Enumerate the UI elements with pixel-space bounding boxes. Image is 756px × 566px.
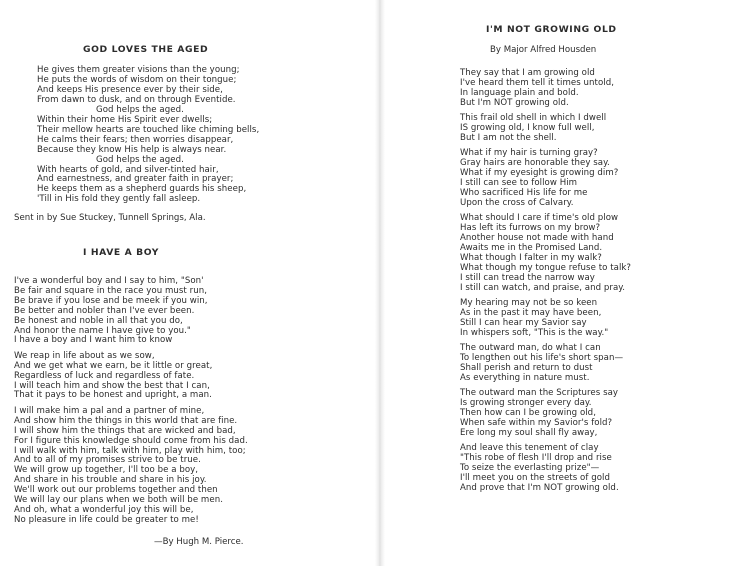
poem-line: That it pays to be honest and upright, a man.	[14, 390, 212, 401]
poem-line: I have a boy and I want him to know	[14, 335, 173, 346]
poem-line: And earnestness, and greater faith in prayer;	[37, 174, 234, 185]
poem-line: Gray hairs are honorable they say.	[460, 158, 610, 169]
poem-line: No pleasure in life could be greater to me!	[14, 514, 199, 525]
poem-line: I will teach him and show the best that I can,	[14, 380, 210, 391]
poem-line: We'll work out our problems together and then	[14, 485, 218, 496]
poem-line: And to all of my promises strive to be true.	[14, 455, 201, 466]
poem-line: Regardless of luck and regardless of fate.	[14, 370, 195, 381]
poem-line: From dawn to dusk, and on through Eventide.	[37, 94, 236, 105]
poem-line: Be better and nobler than I've ever been.	[14, 305, 195, 316]
stanza	[460, 214, 631, 293]
poem-line: Be brave if you lose and be meek if you win,	[14, 295, 208, 306]
poem-line: I will show him the things that are wicked and bad,	[14, 425, 236, 436]
poem-line: To lengthen out his life's short span—	[460, 353, 624, 364]
poem-line: IS growing old, I know full well,	[460, 123, 595, 134]
poem-line: Be honest and noble in all that you do,	[14, 315, 183, 326]
poem-line: Who sacrificed His life for me	[460, 187, 588, 198]
poem-line: Ere long my soul shall fly away,	[460, 427, 598, 438]
poem-line: And leave this tenement of clay	[460, 443, 599, 454]
poem-line: Because they know His help is always near.	[37, 144, 227, 155]
poem-line: He gives them greater visions than the young;	[37, 65, 240, 75]
poem-line: I still can see to follow Him	[460, 178, 578, 189]
poem-line: Has left its furrows on my brow?	[460, 223, 601, 234]
poem-line: And prove that I'm NOT growing old.	[460, 482, 619, 493]
poem-line: With hearts of gold, and silver-tinted hair,	[37, 164, 219, 175]
poem-line: I still can tread the narrow way	[460, 272, 595, 283]
poem-title-im-not-growing-old: I'M NOT GROWING OLD	[486, 24, 617, 35]
poem-line: Their mellow hearts are touched like chiming bells,	[37, 124, 260, 135]
poem-line: As in the past it may have been,	[460, 307, 602, 318]
poem-line: And share in his trouble and share in his joy.	[14, 475, 207, 486]
poem-line: I'll meet you on the streets of gold	[460, 473, 610, 484]
poem-line: What if my eyesight is growing dim?	[460, 168, 619, 179]
poem-god-loves-the-aged	[37, 66, 259, 205]
poem-line: The outward man, do what I can	[460, 343, 601, 354]
poem-line: In language plain and bold.	[460, 87, 579, 98]
poem-byline: By Major Alfred Housden	[490, 45, 597, 55]
stanza	[460, 299, 631, 339]
poem-line: But I am not the shell.	[460, 132, 557, 143]
poem-line: But I'm NOT growing old.	[460, 97, 569, 108]
poem-refrain: God helps the aged.	[96, 104, 184, 115]
poem-im-not-growing-old	[460, 69, 631, 499]
poem-line: And show him the things in this world that are fine.	[14, 415, 238, 426]
poem-line: What if my hair is turning gray?	[460, 148, 598, 159]
poem-line: 'Till in His fold they gently fall asleep.	[37, 194, 201, 205]
poem-line: Upon the cross of Calvary.	[460, 197, 574, 208]
poem-line: Is growing stronger every day.	[460, 398, 592, 409]
poem-line: To seize the everlasting prize"—	[460, 463, 600, 474]
poem-line: I've heard them tell it times untold,	[460, 77, 614, 88]
poem-line: Shall perish and return to dust	[460, 362, 593, 373]
poem-line: Still I can hear my Savior say	[460, 317, 587, 328]
poem-line: I still can watch, and praise, and pray.	[460, 282, 625, 293]
poem-line: Another house not made with hand	[460, 233, 614, 244]
poem-line: My hearing may not be so keen	[460, 298, 598, 309]
poem-line: We reap in life about as we sow,	[14, 350, 155, 361]
poem-line: And keeps His presence ever by their side,	[37, 84, 223, 95]
stanza	[460, 444, 631, 494]
poem-line: What should I care if time's old plow	[460, 213, 619, 224]
poem-author-credit: —By Hugh M. Pierce.	[154, 537, 244, 547]
stanza	[14, 352, 248, 402]
poem-line: In whispers soft, "This is the way."	[460, 327, 609, 338]
poem-line: Be fair and square in the race you must run,	[14, 285, 207, 296]
stanza	[14, 407, 248, 526]
poem-line: Within their home His Spirit ever dwells;	[37, 114, 213, 125]
left-page	[0, 0, 376, 566]
poem-line: I've a wonderful boy and I say to him, "Son'	[14, 276, 204, 286]
stanza	[460, 69, 631, 109]
poem-title-i-have-a-boy: I HAVE A BOY	[83, 247, 160, 258]
poem-line: They say that I am growing old	[460, 68, 595, 78]
poem-line: Then how can I be growing old,	[460, 408, 596, 419]
stanza	[460, 344, 631, 384]
poem-title-god-loves-the-aged: GOD LOVES THE AGED	[83, 44, 209, 55]
poem-credit: Sent in by Sue Stuckey, Tunnell Springs, Ala.	[14, 213, 206, 223]
poem-line: This frail old shell in which I dwell	[460, 113, 607, 124]
poem-line: And honor the name I have give to you."	[14, 325, 191, 336]
poem-line: For I figure this knowledge should come from his dad.	[14, 435, 248, 446]
stanza	[460, 389, 631, 439]
poem-line: We will lay our plans when we both will be men.	[14, 495, 223, 506]
poem-line: He keeps them as a shepherd guards his sheep,	[37, 184, 247, 195]
poem-line: The outward man the Scriptures say	[460, 388, 619, 399]
poem-line: Awaits me in the Promised Land.	[460, 243, 603, 253]
stanza	[14, 277, 248, 346]
stanza	[460, 114, 631, 144]
poem-line: As everything in nature must.	[460, 372, 590, 383]
poem-line: What though I falter in my walk?	[460, 252, 602, 263]
poem-line: I will walk with him, talk with him, play with him, too;	[14, 445, 246, 456]
poem-line: "This robe of flesh I'll drop and rise	[460, 453, 612, 464]
poem-line: I will make him a pal and a partner of mine,	[14, 405, 205, 416]
poem-line: He puts the words of wisdom on their tongue;	[37, 74, 237, 85]
poem-line: He calms their fears; then worries disappear,	[37, 134, 234, 145]
poem-line: We will grow up together, I'll too be a boy,	[14, 465, 199, 476]
poem-line: And oh, what a wonderful joy this will be,	[14, 504, 194, 515]
poem-refrain: God helps the aged.	[96, 154, 184, 165]
poem-line: When safe within my Savior's fold?	[460, 418, 613, 428]
poem-i-have-a-boy	[14, 277, 248, 531]
poem-line: What though my tongue refuse to talk?	[460, 262, 632, 273]
stanza	[460, 149, 631, 208]
right-page	[384, 0, 756, 566]
poem-line: And we get what we earn, be it little or great,	[14, 360, 213, 371]
